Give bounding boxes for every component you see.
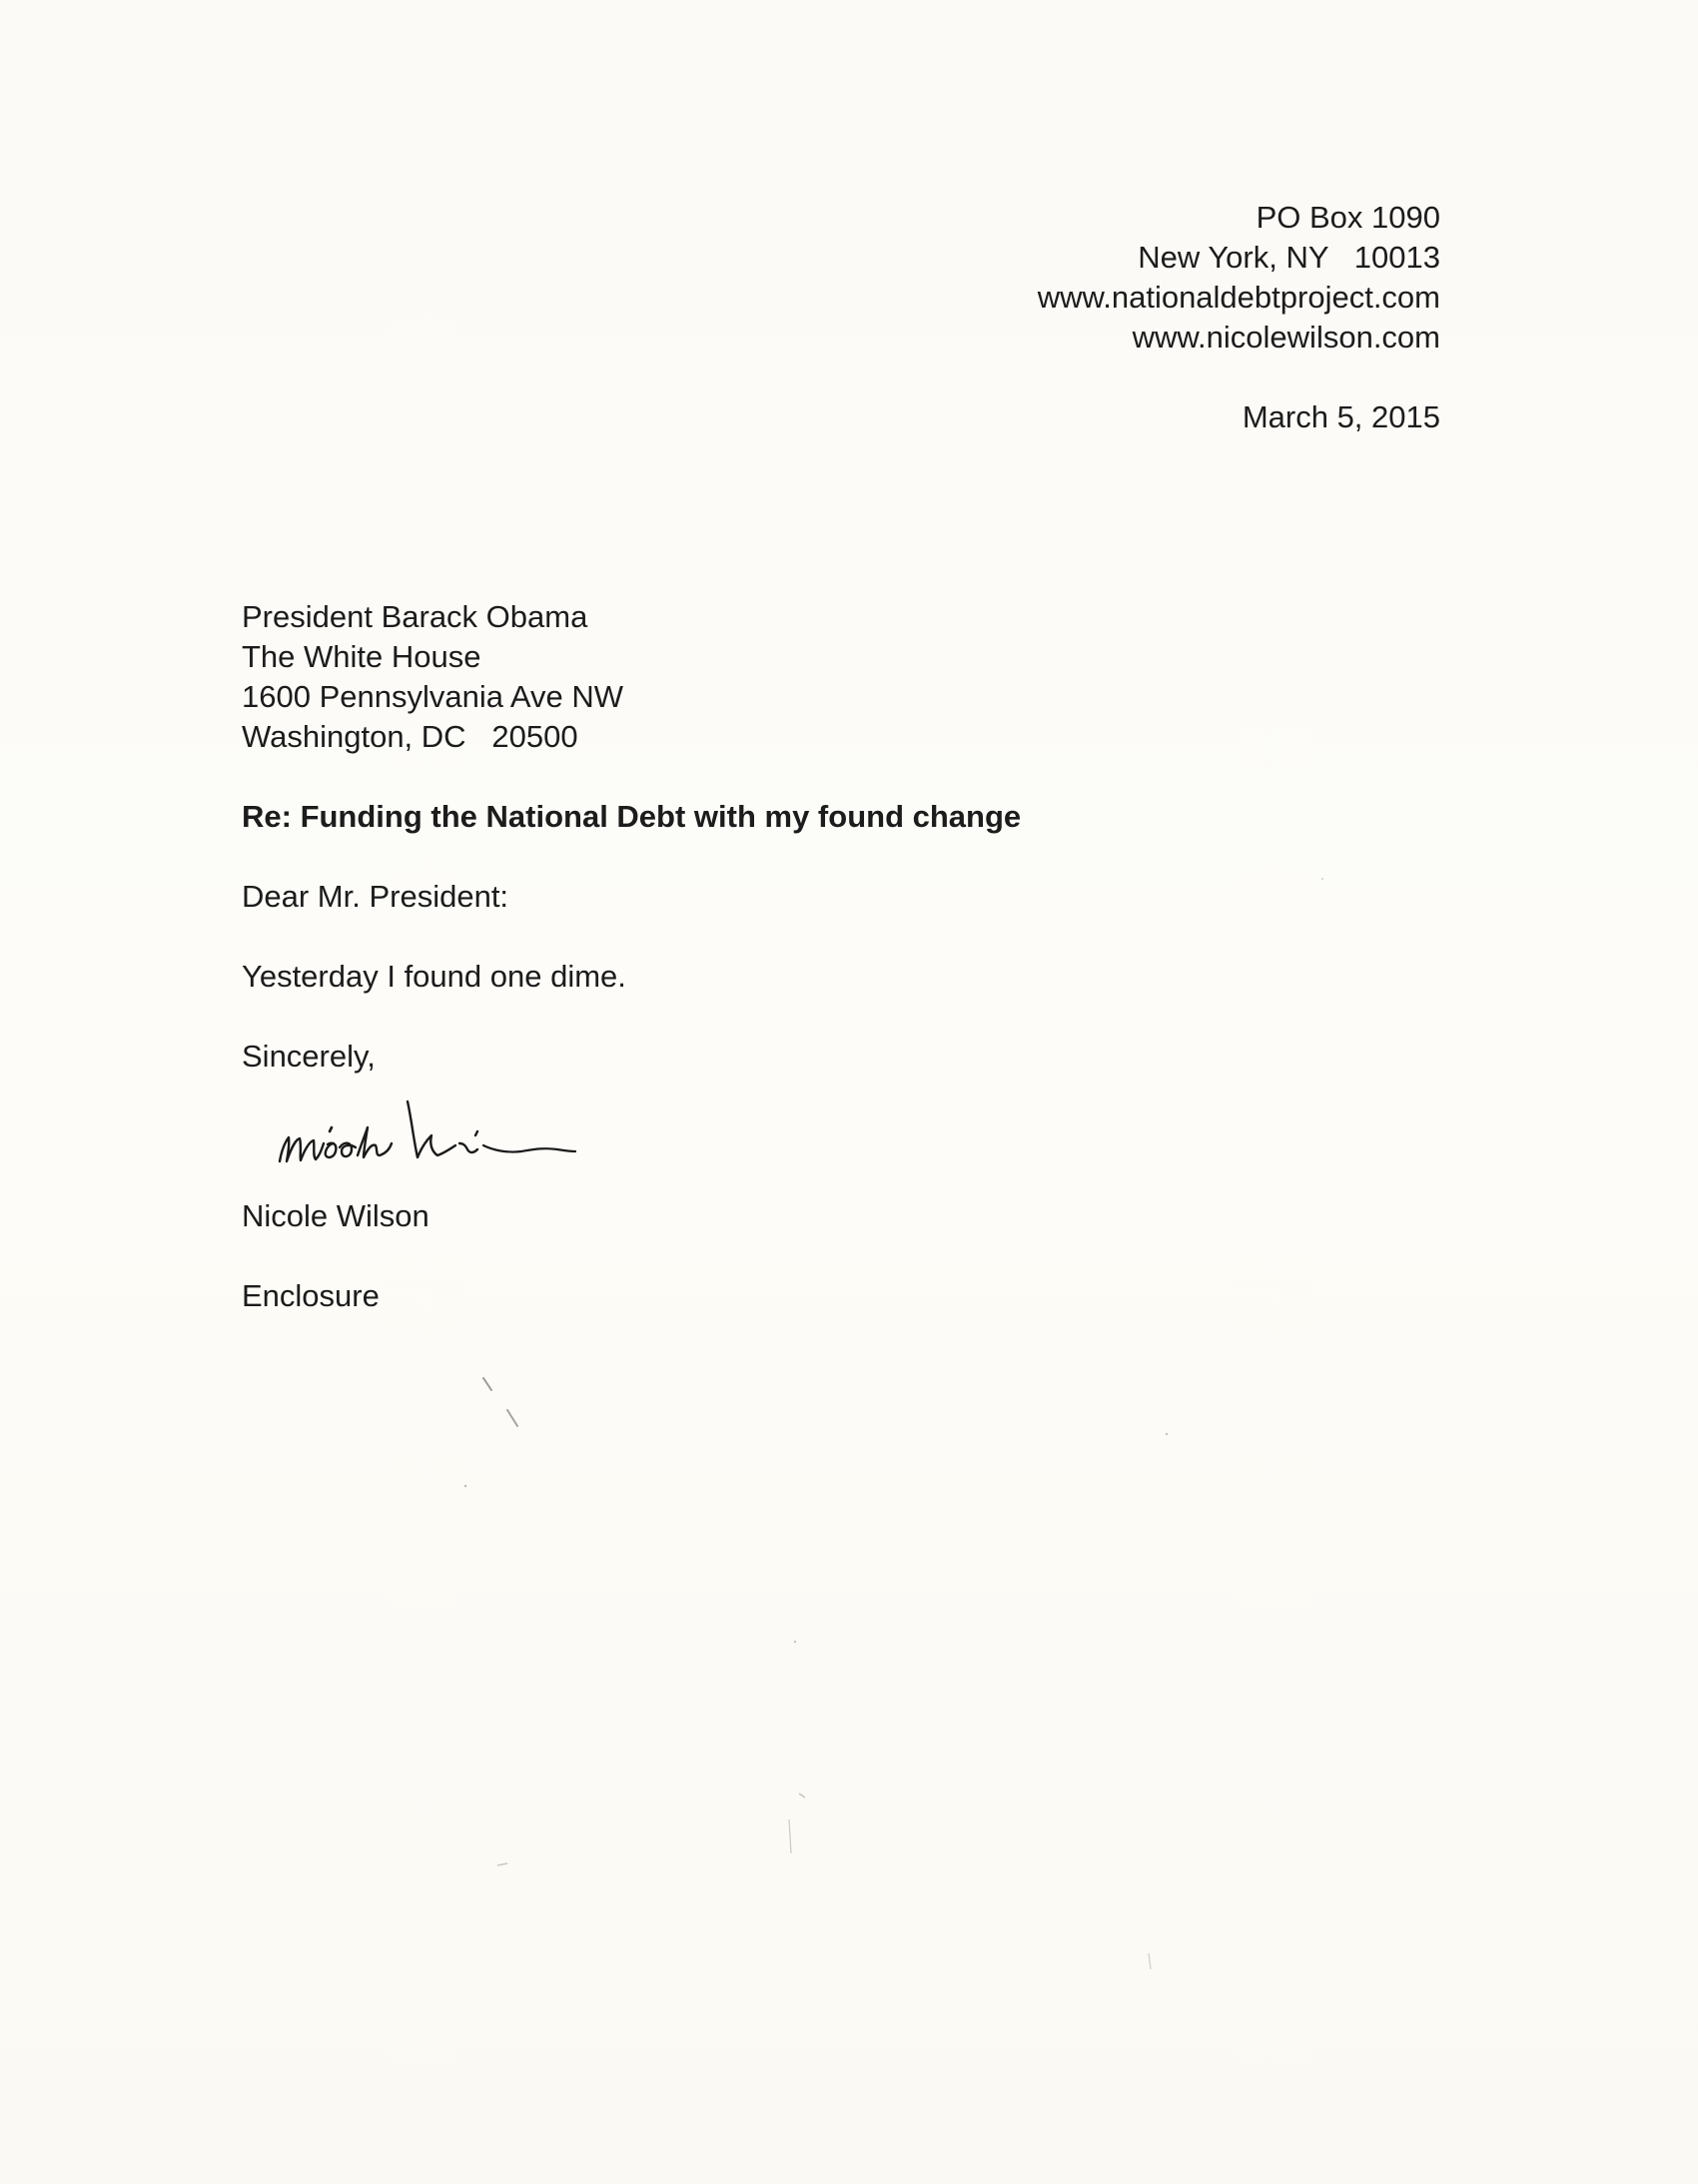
handwritten-signature-icon [272, 1084, 581, 1173]
recipient-city-state-zip: Washington, DC 20500 [242, 719, 578, 754]
sender-address-line1: PO Box 1090 [1256, 200, 1440, 235]
recipient-name: President Barack Obama [242, 599, 588, 634]
sender-address-block [1038, 198, 1440, 358]
recipient-street: 1600 Pennsylvania Ave NW [242, 679, 623, 714]
closing: Sincerely, [242, 1039, 376, 1074]
recipient-address-block [242, 597, 623, 757]
enclosure-note: Enclosure [242, 1278, 380, 1313]
letter-body: Yesterday I found one dime. [242, 959, 626, 994]
signer-name: Nicole Wilson [242, 1198, 429, 1233]
sender-website-1: www.nationaldebtproject.com [1037, 280, 1440, 315]
sender-website-2: www.nicolewilson.com [1132, 320, 1440, 355]
letter-date: March 5, 2015 [1242, 399, 1440, 434]
sender-address-line2: New York, NY 10013 [1138, 240, 1440, 275]
subject-line: Re: Funding the National Debt with my found change [242, 799, 1022, 834]
recipient-organization: The White House [242, 639, 481, 674]
salutation: Dear Mr. President: [242, 879, 509, 914]
